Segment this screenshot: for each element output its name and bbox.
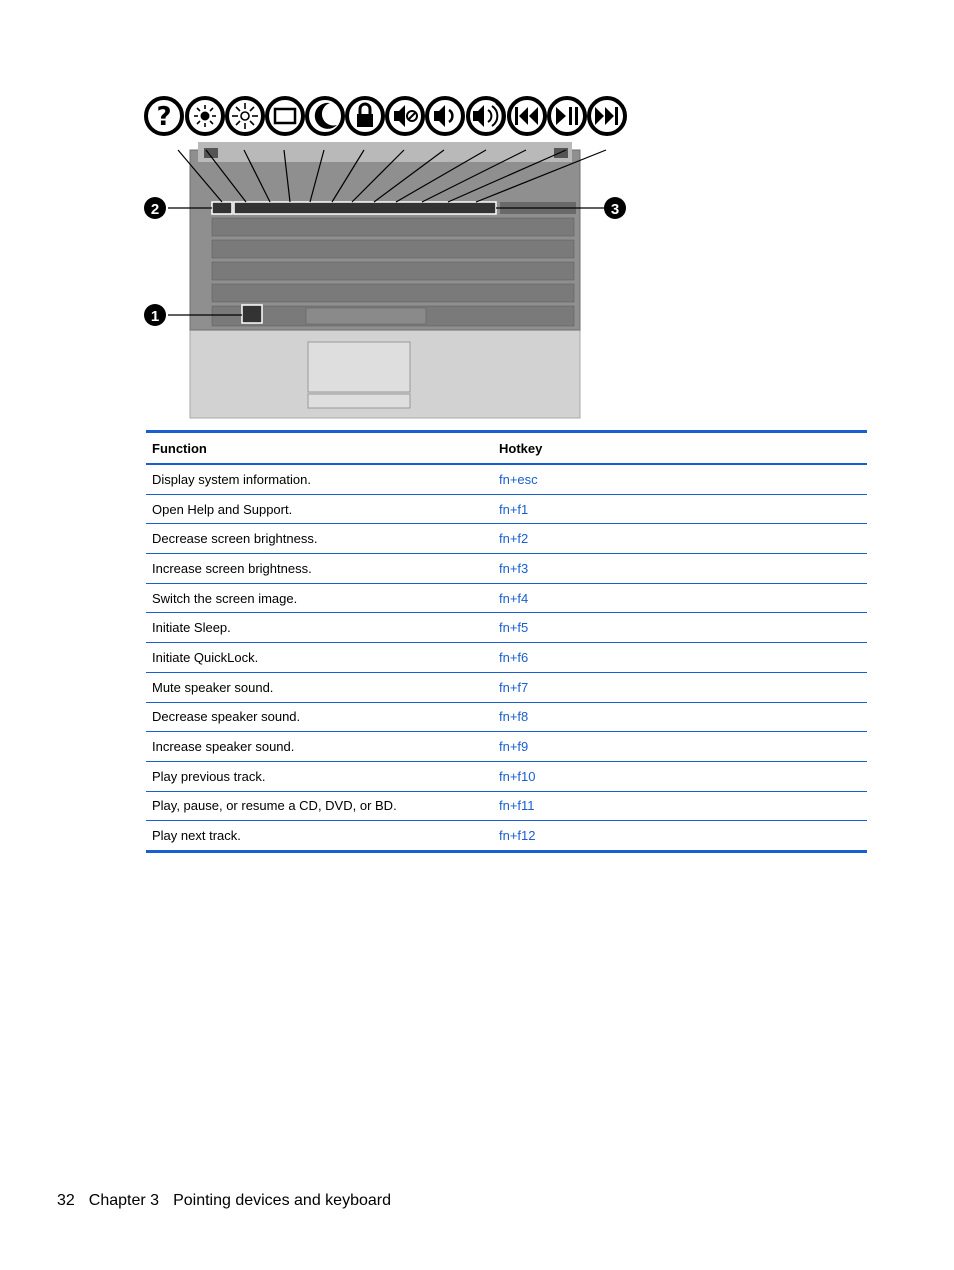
function-cell: Mute speaker sound. xyxy=(146,672,493,702)
hotkey-cell: fn+f10 xyxy=(493,761,867,791)
hotkey-cell: fn+f4 xyxy=(493,583,867,613)
callout-2-label: 2 xyxy=(150,201,160,218)
page-footer xyxy=(57,1192,405,1210)
function-cell: Play, pause, or resume a CD, DVD, or BD. xyxy=(146,791,493,821)
function-cell: Decrease screen brightness. xyxy=(146,524,493,554)
hotkey-cell: fn+f7 xyxy=(493,672,867,702)
table-row xyxy=(146,613,867,643)
spacebar xyxy=(306,308,426,324)
table-row xyxy=(146,643,867,673)
table-row xyxy=(146,821,867,852)
header-hotkey: Hotkey xyxy=(493,432,867,465)
hotkey-cell: fn+f5 xyxy=(493,613,867,643)
hotkey-cell: fn+f6 xyxy=(493,643,867,673)
status-light-right xyxy=(554,148,568,158)
touchpad xyxy=(308,342,410,392)
function-cell: Play previous track. xyxy=(146,761,493,791)
hotkey-cell: fn+f12 xyxy=(493,821,867,852)
table-row xyxy=(146,583,867,613)
function-cell: Play next track. xyxy=(146,821,493,852)
hotkey-cell: fn+f11 xyxy=(493,791,867,821)
function-cell: Display system information. xyxy=(152,471,311,487)
table-row xyxy=(146,464,867,494)
callout-1-label: 1 xyxy=(150,308,160,325)
function-cell: Increase speaker sound. xyxy=(146,732,493,762)
play-pause-icon xyxy=(549,98,585,134)
touchpad-button xyxy=(308,394,410,408)
table-row xyxy=(146,672,867,702)
hotkey-cell: fn+esc xyxy=(499,471,538,487)
hotkey-cell: fn+f1 xyxy=(493,494,867,524)
table-row xyxy=(146,524,867,554)
table-header-row xyxy=(146,432,867,465)
hotkey-cell: fn+f2 xyxy=(493,524,867,554)
callout-3-label: 3 xyxy=(610,201,620,218)
function-cell: Initiate Sleep. xyxy=(146,613,493,643)
table-row xyxy=(146,554,867,584)
table-row xyxy=(146,702,867,732)
table-row xyxy=(146,732,867,762)
hinge-bezel xyxy=(198,142,572,162)
svg-text:?: ? xyxy=(156,102,172,132)
footer-chapter: Chapter 3 xyxy=(88,1192,160,1209)
function-cell: Decrease speaker sound. xyxy=(146,702,493,732)
header-function: Function xyxy=(146,432,493,465)
function-cell: Open Help and Support. xyxy=(146,494,493,524)
keyboard-figure xyxy=(138,92,634,422)
function-cell: Initiate QuickLock. xyxy=(146,643,493,673)
hotkey-cell: fn+f9 xyxy=(493,732,867,762)
page-number: 32 xyxy=(57,1192,75,1209)
table-row xyxy=(146,791,867,821)
table-row xyxy=(146,494,867,524)
fn-key xyxy=(242,305,262,323)
function-cell: Increase screen brightness. xyxy=(146,554,493,584)
function-cell: Switch the screen image. xyxy=(146,583,493,613)
hotkey-cell: fn+f3 xyxy=(493,554,867,584)
hotkey-cell: fn+f8 xyxy=(493,702,867,732)
table-row xyxy=(146,761,867,791)
hotkey-table xyxy=(146,430,867,853)
footer-title: Pointing devices and keyboard xyxy=(173,1192,391,1209)
